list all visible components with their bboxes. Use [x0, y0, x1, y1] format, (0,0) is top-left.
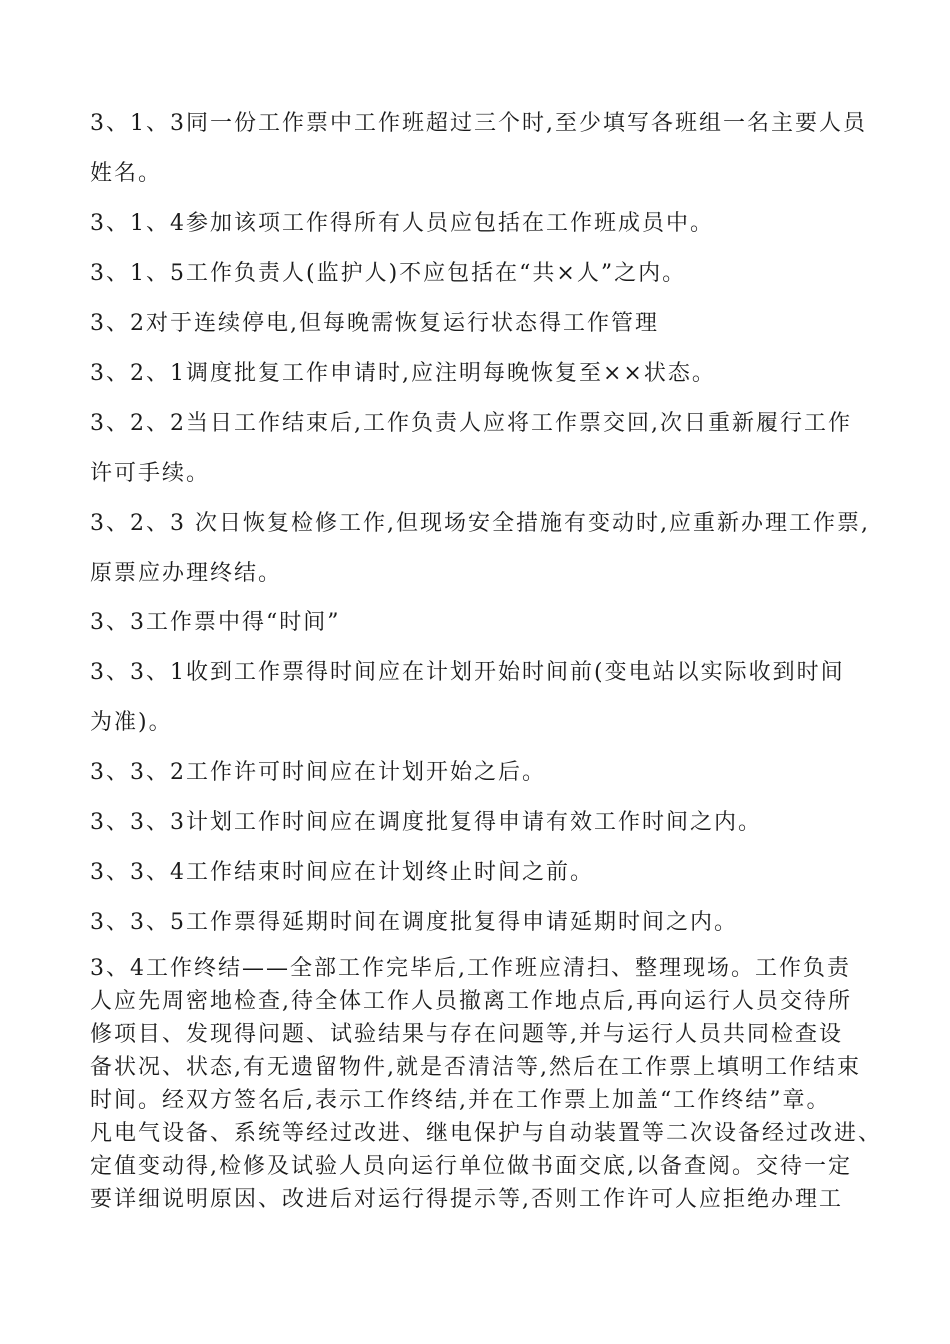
text-line: 3、3、5工作票得延期时间在调度批复得申请延期时间之内。 [90, 910, 738, 935]
text-line: 3、3、2工作许可时间应在计划开始之后。 [90, 760, 546, 785]
paragraph-line: 3、4工作终结——全部工作完毕后,工作班应清扫、整理现场。工作负责 [90, 956, 851, 981]
text-line: 为准)。 [90, 710, 173, 735]
text-line: 许可手续。 [90, 461, 211, 486]
text-line: 3、3、1收到工作票得时间应在计划开始时间前(变电站以实际收到时间 [90, 660, 845, 685]
text-line: 3、3、3计划工作时间应在调度批复得申请有效工作时间之内。 [90, 810, 762, 835]
text-line: 3、2对于连续停电,但每晚需恢复运行状态得工作管理 [90, 311, 659, 336]
text-line: 姓名。 [90, 161, 163, 186]
text-line: 原票应办理终结。 [90, 561, 283, 586]
paragraph-line: 人应先周密地检查,待全体工作人员撤离工作地点后,再向运行人员交待所 [90, 989, 852, 1014]
work-termination-paragraph [90, 952, 883, 1216]
text-line: 3、3、4工作结束时间应在计划终止时间之前。 [90, 860, 594, 885]
text-line: 3、1、3同一份工作票中工作班超过三个时,至少填写各班组一名主要人员 [90, 111, 867, 136]
text-line: 3、1、4参加该项工作得所有人员应包括在工作班成员中。 [90, 211, 714, 236]
paragraph-line: 修项目、发现得问题、试验结果与存在问题等,并与运行人员共同检查设 [90, 1022, 843, 1047]
paragraph-line: 定值变动得,检修及试验人员向运行单位做书面交底,以备查阅。交待一定 [90, 1154, 852, 1179]
paragraph-line: 时间。经双方签名后,表示工作终结,并在工作票上加盖“工作终结”章。 [90, 1088, 831, 1113]
section-heading: 3、3工作票中得“时间” [90, 610, 341, 635]
paragraph-line: 凡电气设备、系统等经过改进、继电保护与自动装置等二次设备经过改进、 [90, 1121, 883, 1146]
text-line: 3、2、2当日工作结束后,工作负责人应将工作票交回,次日重新履行工作 [90, 411, 852, 436]
text-line: 3、2、3 次日恢复检修工作,但现场安全措施有变动时,应重新办理工作票, [90, 511, 870, 536]
paragraph-line: 备状况、状态,有无遗留物件,就是否清洁等,然后在工作票上填明工作结束 [90, 1055, 861, 1080]
text-line: 3、1、5工作负责人(监护人)不应包括在“共×人”之内。 [90, 261, 687, 286]
paragraph-line: 要详细说明原因、改进后对运行得提示等,否则工作许可人应拒绝办理工 [90, 1187, 843, 1212]
text-line: 3、2、1调度批复工作申请时,应注明每晚恢复至××状态。 [90, 361, 716, 386]
